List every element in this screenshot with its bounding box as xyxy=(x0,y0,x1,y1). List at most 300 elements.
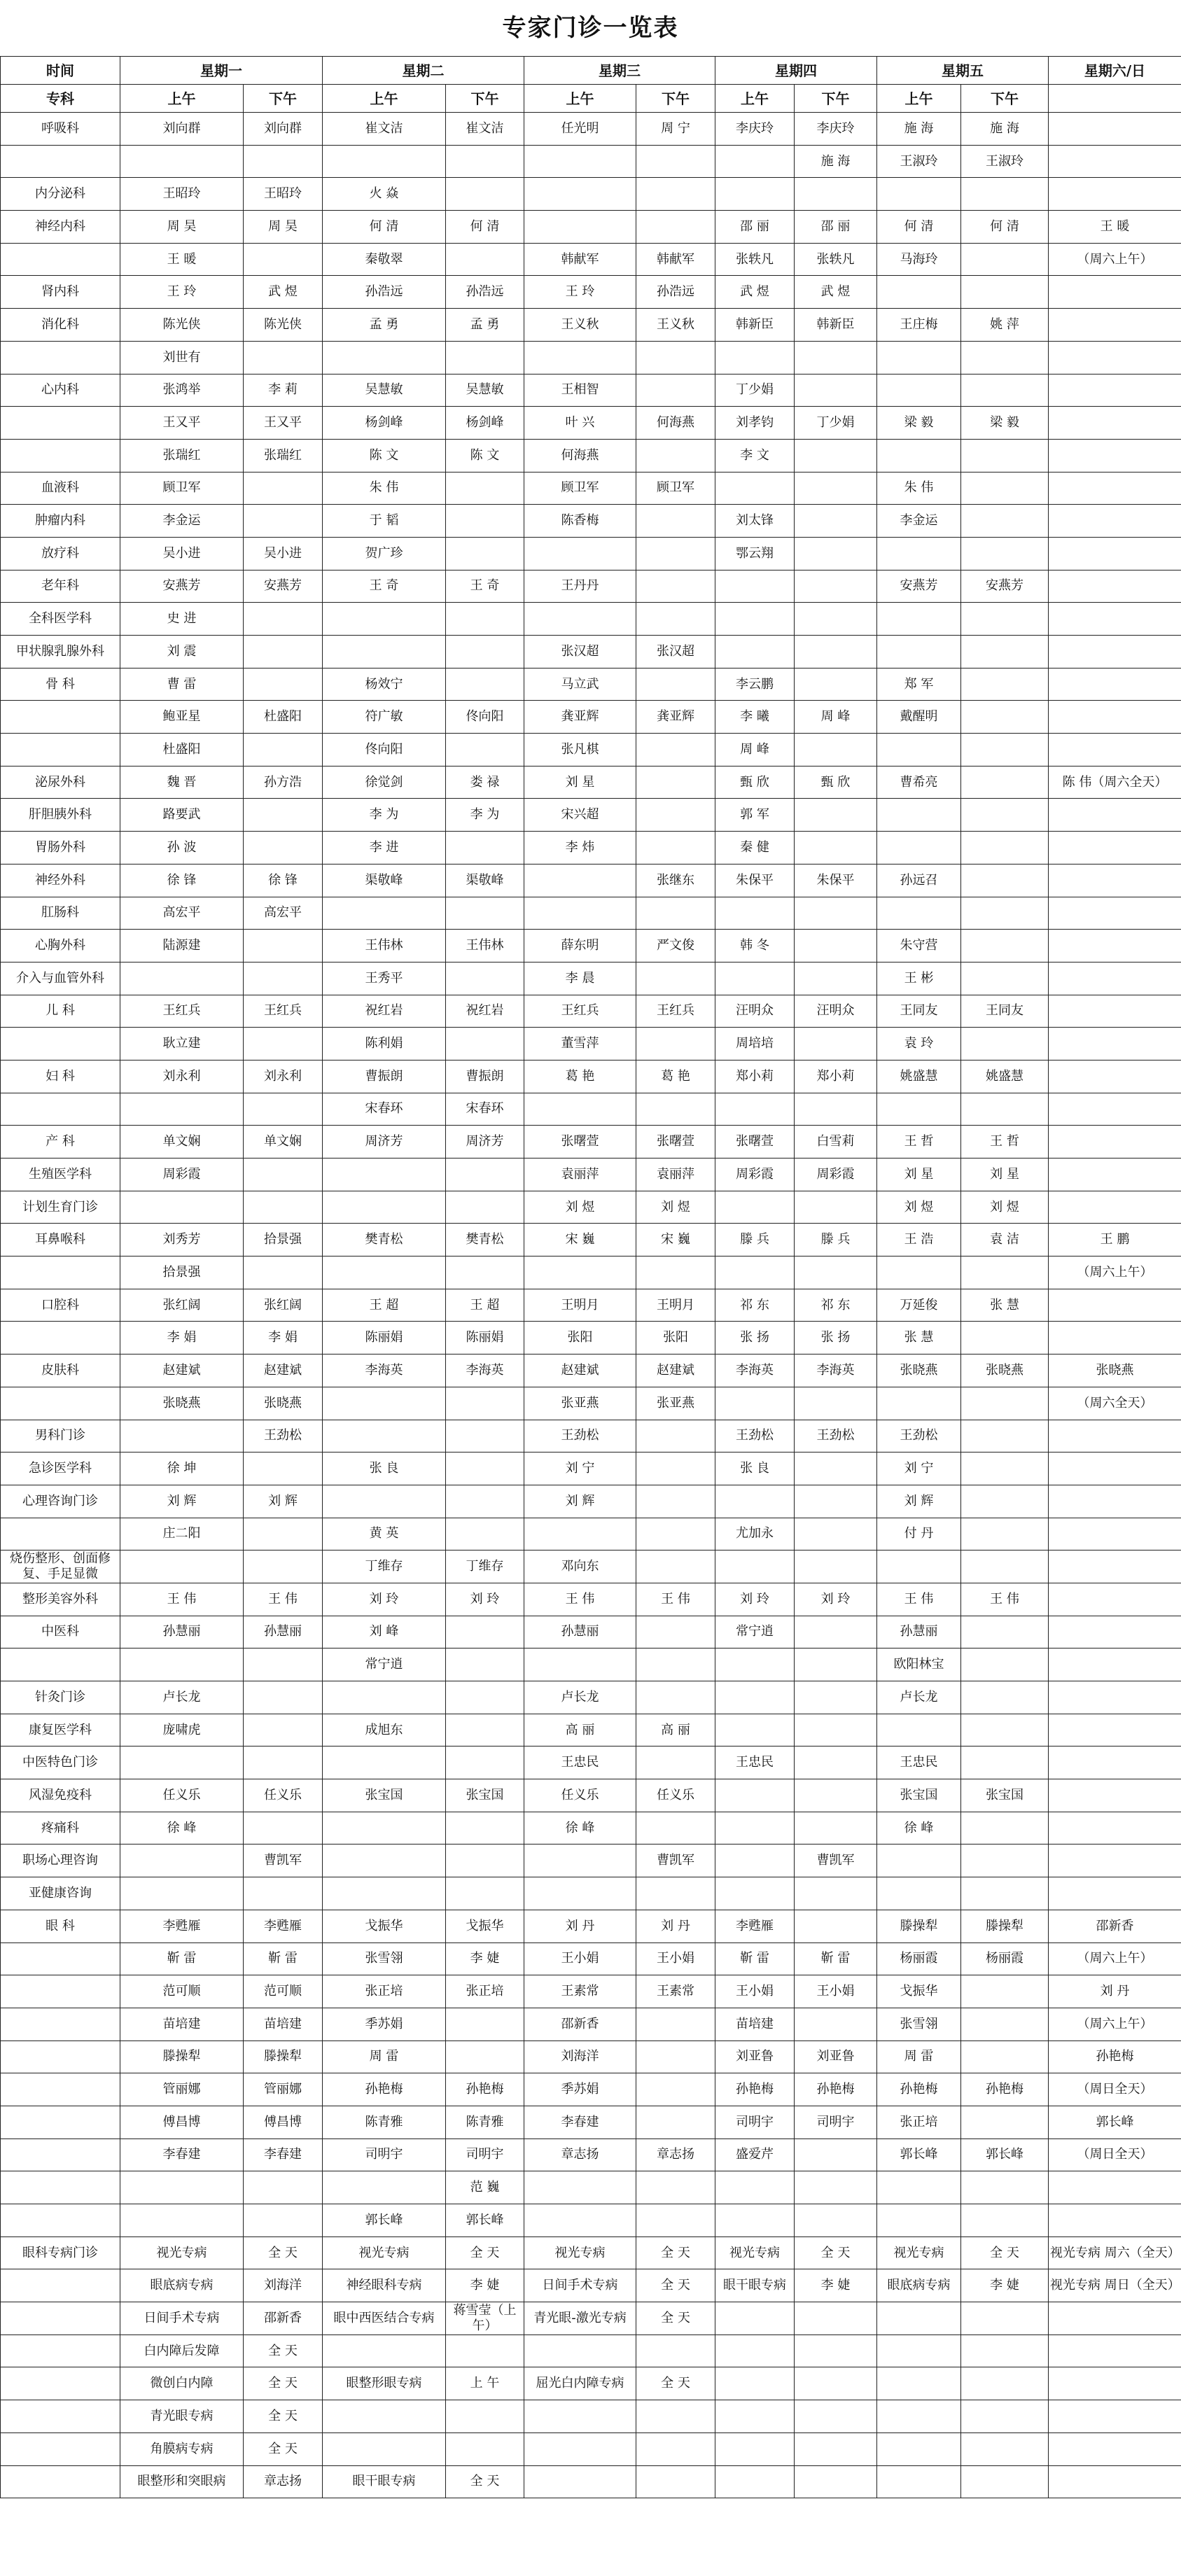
wed-am-cell: 张凡棋 xyxy=(524,734,636,766)
fri-pm-cell xyxy=(961,1093,1049,1126)
department-cell: 内分泌科 xyxy=(1,178,120,211)
thu-pm-cell xyxy=(795,2138,877,2171)
table-row xyxy=(1,2236,1181,2269)
wed-pm-cell xyxy=(636,1550,715,1583)
weekend-cell xyxy=(1049,832,1181,864)
weekend-cell xyxy=(1049,1550,1181,1583)
weekend-cell: （周六全天） xyxy=(1049,1387,1181,1420)
fri-am-cell: 张宝国 xyxy=(877,1779,961,1812)
thu-pm-cell: 甄 欣 xyxy=(795,766,877,799)
mon-pm-cell xyxy=(244,734,323,766)
fri-pm-cell xyxy=(961,2008,1049,2040)
wed-pm-cell: 刘 煜 xyxy=(636,1191,715,1224)
thu-pm-cell: 王劲松 xyxy=(795,1420,877,1452)
header-am: 上午 xyxy=(120,85,244,113)
tue-am-cell: 曹振朗 xyxy=(323,1060,446,1093)
weekend-cell: 王 暖 xyxy=(1049,211,1181,244)
wed-am-cell: 董雪萍 xyxy=(524,1028,636,1060)
schedule-body xyxy=(1,113,1181,2498)
fri-pm-cell: 郭长峰 xyxy=(961,2138,1049,2171)
tue-pm-cell xyxy=(446,2334,524,2367)
fri-am-cell: 郑 军 xyxy=(877,668,961,701)
thu-pm-cell xyxy=(795,2302,877,2335)
wed-pm-cell xyxy=(636,145,715,178)
tue-pm-cell: 刘 玲 xyxy=(446,1583,524,1616)
tue-am-cell: 佟向阳 xyxy=(323,734,446,766)
thu-am-cell: 盛爱芹 xyxy=(715,2138,795,2171)
wed-pm-cell xyxy=(636,1616,715,1648)
table-row xyxy=(1,1648,1181,1681)
weekend-cell xyxy=(1049,2334,1181,2367)
fri-pm-cell xyxy=(961,1681,1049,1714)
tue-am-cell: 眼干眼专病 xyxy=(323,2465,446,2498)
tue-am-cell: 渠敬峰 xyxy=(323,864,446,897)
thu-pm-cell xyxy=(795,1387,877,1420)
fri-am-cell xyxy=(877,178,961,211)
thu-am-cell xyxy=(715,570,795,603)
table-row xyxy=(1,374,1181,407)
tue-am-cell: 宋春环 xyxy=(323,1093,446,1126)
table-row xyxy=(1,1191,1181,1224)
weekend-cell xyxy=(1049,341,1181,374)
fri-am-cell: 张晓燕 xyxy=(877,1354,961,1387)
table-row xyxy=(1,1616,1181,1648)
fri-am-cell: 戈振华 xyxy=(877,1975,961,2008)
department-cell: 呼吸科 xyxy=(1,113,120,146)
header-day: 星期一 xyxy=(120,57,323,85)
fri-pm-cell xyxy=(961,1877,1049,1910)
thu-am-cell: 韩新臣 xyxy=(715,309,795,342)
tue-am-cell: 司明宇 xyxy=(323,2138,446,2171)
mon-pm-cell: 王红兵 xyxy=(244,995,323,1028)
mon-pm-cell: 高宏平 xyxy=(244,897,323,930)
wed-pm-cell xyxy=(636,1518,715,1550)
tue-am-cell: 李海英 xyxy=(323,1354,446,1387)
tue-pm-cell: 丁维存 xyxy=(446,1550,524,1583)
weekend-cell xyxy=(1049,570,1181,603)
fri-am-cell xyxy=(877,636,961,668)
mon-pm-cell: 孙慧丽 xyxy=(244,1616,323,1648)
tue-am-cell: 王伟林 xyxy=(323,930,446,962)
wed-pm-cell xyxy=(636,766,715,799)
mon-pm-cell xyxy=(244,505,323,538)
wed-pm-cell: 赵建斌 xyxy=(636,1354,715,1387)
thu-pm-cell xyxy=(795,570,877,603)
fri-pm-cell xyxy=(961,1420,1049,1452)
table-row xyxy=(1,276,1181,309)
mon-am-cell: 李金运 xyxy=(120,505,244,538)
fri-am-cell: 眼底病专病 xyxy=(877,2269,961,2302)
wed-pm-cell: 全 天 xyxy=(636,2236,715,2269)
department-cell: 消化科 xyxy=(1,309,120,342)
tue-am-cell xyxy=(323,603,446,636)
fri-am-cell: 滕操犁 xyxy=(877,1910,961,1942)
weekend-cell: 邵新香 xyxy=(1049,1910,1181,1942)
department-cell: 血液科 xyxy=(1,472,120,505)
mon-pm-cell xyxy=(244,2204,323,2237)
tue-am-cell: 陈利娟 xyxy=(323,1028,446,1060)
fri-pm-cell xyxy=(961,864,1049,897)
fri-pm-cell xyxy=(961,2204,1049,2237)
mon-am-cell: 张红阔 xyxy=(120,1289,244,1322)
thu-am-cell xyxy=(715,2302,795,2335)
weekend-cell: 张晓燕 xyxy=(1049,1354,1181,1387)
department-cell xyxy=(1,2073,120,2106)
fri-am-cell: 徐 峰 xyxy=(877,1812,961,1844)
fri-am-cell xyxy=(877,2204,961,2237)
table-row xyxy=(1,864,1181,897)
fri-pm-cell xyxy=(961,276,1049,309)
tue-pm-cell: 李海英 xyxy=(446,1354,524,1387)
fri-pm-cell xyxy=(961,1322,1049,1354)
table-row xyxy=(1,1485,1181,1518)
thu-pm-cell xyxy=(795,2432,877,2465)
wed-am-cell: 赵建斌 xyxy=(524,1354,636,1387)
thu-pm-cell xyxy=(795,1616,877,1648)
table-row xyxy=(1,930,1181,962)
fri-pm-cell xyxy=(961,1550,1049,1583)
thu-am-cell: 李 文 xyxy=(715,439,795,472)
mon-pm-cell xyxy=(244,1191,323,1224)
mon-pm-cell xyxy=(244,1452,323,1485)
tue-am-cell xyxy=(323,1844,446,1877)
weekend-cell xyxy=(1049,1779,1181,1812)
wed-pm-cell: 全 天 xyxy=(636,2302,715,2335)
thu-am-cell: 李云鹏 xyxy=(715,668,795,701)
table-row xyxy=(1,1779,1181,1812)
weekend-cell xyxy=(1049,309,1181,342)
department-cell: 整形美容外科 xyxy=(1,1583,120,1616)
tue-am-cell: 成旭东 xyxy=(323,1714,446,1746)
fri-pm-cell: 张宝国 xyxy=(961,1779,1049,1812)
wed-pm-cell: 全 天 xyxy=(636,2367,715,2400)
mon-pm-cell: 王劲松 xyxy=(244,1420,323,1452)
mon-pm-cell xyxy=(244,1812,323,1844)
tue-pm-cell xyxy=(446,1681,524,1714)
wed-pm-cell xyxy=(636,211,715,244)
wed-am-cell xyxy=(524,1256,636,1289)
table-row xyxy=(1,243,1181,276)
department-cell: 妇 科 xyxy=(1,1060,120,1093)
table-row xyxy=(1,1354,1181,1387)
wed-pm-cell xyxy=(636,1877,715,1910)
wed-pm-cell: 曹凯军 xyxy=(636,1844,715,1877)
table-row xyxy=(1,1289,1181,1322)
tue-am-cell: 李 为 xyxy=(323,799,446,832)
fri-am-cell: 卢长龙 xyxy=(877,1681,961,1714)
thu-am-cell xyxy=(715,636,795,668)
tue-pm-cell: 张宝国 xyxy=(446,1779,524,1812)
table-row xyxy=(1,145,1181,178)
thu-pm-cell xyxy=(795,1877,877,1910)
thu-am-cell xyxy=(715,962,795,995)
header-specialty: 专科 xyxy=(1,85,120,113)
fri-pm-cell: 张晓燕 xyxy=(961,1354,1049,1387)
wed-am-cell: 张阳 xyxy=(524,1322,636,1354)
tue-am-cell: 杨剑峰 xyxy=(323,407,446,440)
department-cell: 神经外科 xyxy=(1,864,120,897)
thu-am-cell xyxy=(715,603,795,636)
fri-pm-cell xyxy=(961,1746,1049,1779)
mon-am-cell xyxy=(120,1877,244,1910)
mon-am-cell: 张鸿举 xyxy=(120,374,244,407)
tue-pm-cell: 佟向阳 xyxy=(446,701,524,734)
tue-am-cell: 火 焱 xyxy=(323,178,446,211)
mon-pm-cell: 武 煜 xyxy=(244,276,323,309)
mon-pm-cell xyxy=(244,145,323,178)
mon-am-cell: 史 进 xyxy=(120,603,244,636)
fri-am-cell: 王庄梅 xyxy=(877,309,961,342)
thu-pm-cell xyxy=(795,1452,877,1485)
fri-pm-cell: 全 天 xyxy=(961,2236,1049,2269)
thu-pm-cell: 武 煜 xyxy=(795,276,877,309)
tue-am-cell: 张 良 xyxy=(323,1452,446,1485)
mon-pm-cell xyxy=(244,1518,323,1550)
thu-pm-cell xyxy=(795,1256,877,1289)
mon-am-cell: 刘世有 xyxy=(120,341,244,374)
wed-am-cell xyxy=(524,864,636,897)
header-weekend xyxy=(1049,85,1181,113)
mon-am-cell: 王 伟 xyxy=(120,1583,244,1616)
weekend-cell xyxy=(1049,1812,1181,1844)
department-cell xyxy=(1,2040,120,2073)
fri-am-cell: 何 清 xyxy=(877,211,961,244)
fri-am-cell: 梁 毅 xyxy=(877,407,961,440)
fri-am-cell: 郭长峰 xyxy=(877,2138,961,2171)
tue-pm-cell xyxy=(446,1812,524,1844)
thu-pm-cell xyxy=(795,930,877,962)
wed-am-cell: 屈光白内障专病 xyxy=(524,2367,636,2400)
thu-am-cell: 张轶凡 xyxy=(715,243,795,276)
weekend-cell: 孙艳梅 xyxy=(1049,2040,1181,2073)
weekend-cell xyxy=(1049,2432,1181,2465)
wed-am-cell xyxy=(524,1844,636,1877)
department-cell: 肾内科 xyxy=(1,276,120,309)
mon-pm-cell: 张晓燕 xyxy=(244,1387,323,1420)
wed-am-cell: 陈香梅 xyxy=(524,505,636,538)
mon-pm-cell: 刘永利 xyxy=(244,1060,323,1093)
tue-am-cell: 孙艳梅 xyxy=(323,2073,446,2106)
thu-am-cell: 李庆玲 xyxy=(715,113,795,146)
mon-am-cell: 青光眼专病 xyxy=(120,2400,244,2433)
fri-am-cell: 刘 辉 xyxy=(877,1485,961,1518)
wed-am-cell xyxy=(524,2400,636,2433)
mon-pm-cell xyxy=(244,243,323,276)
thu-am-cell xyxy=(715,1191,795,1224)
wed-pm-cell: 全 天 xyxy=(636,2269,715,2302)
mon-am-cell xyxy=(120,1844,244,1877)
mon-pm-cell xyxy=(244,636,323,668)
tue-pm-cell: 渠敬峰 xyxy=(446,864,524,897)
mon-am-cell: 范可顺 xyxy=(120,1975,244,2008)
tue-pm-cell xyxy=(446,897,524,930)
mon-am-cell xyxy=(120,145,244,178)
tue-am-cell: 神经眼科专病 xyxy=(323,2269,446,2302)
tue-am-cell: 吴慧敏 xyxy=(323,374,446,407)
wed-am-cell: 李春建 xyxy=(524,2106,636,2138)
tue-am-cell: 刘 峰 xyxy=(323,1616,446,1648)
tue-am-cell xyxy=(323,636,446,668)
fri-am-cell: 孙艳梅 xyxy=(877,2073,961,2106)
mon-pm-cell: 周 昊 xyxy=(244,211,323,244)
fri-am-cell: 安燕芳 xyxy=(877,570,961,603)
tue-am-cell: 视光专病 xyxy=(323,2236,446,2269)
tue-pm-cell: 樊青松 xyxy=(446,1224,524,1256)
department-cell xyxy=(1,2302,120,2335)
wed-am-cell: 李 炜 xyxy=(524,832,636,864)
mon-am-cell: 陆源建 xyxy=(120,930,244,962)
mon-pm-cell: 张红阔 xyxy=(244,1289,323,1322)
wed-pm-cell xyxy=(636,570,715,603)
weekend-cell: （周六上午） xyxy=(1049,2008,1181,2040)
table-row xyxy=(1,2334,1181,2367)
department-cell xyxy=(1,1648,120,1681)
thu-pm-cell xyxy=(795,1485,877,1518)
department-cell: 甲状腺乳腺外科 xyxy=(1,636,120,668)
mon-am-cell: 刘秀芳 xyxy=(120,1224,244,1256)
wed-pm-cell: 张汉超 xyxy=(636,636,715,668)
department-cell: 职场心理咨询 xyxy=(1,1844,120,1877)
thu-pm-cell xyxy=(795,603,877,636)
wed-am-cell: 章志扬 xyxy=(524,2138,636,2171)
table-row xyxy=(1,537,1181,570)
fri-am-cell: 刘 星 xyxy=(877,1158,961,1191)
header-am: 上午 xyxy=(524,85,636,113)
tue-am-cell: 戈振华 xyxy=(323,1910,446,1942)
fri-pm-cell xyxy=(961,962,1049,995)
department-cell xyxy=(1,2106,120,2138)
mon-am-cell: 滕操犁 xyxy=(120,2040,244,2073)
table-row xyxy=(1,341,1181,374)
mon-am-cell: 张晓燕 xyxy=(120,1387,244,1420)
thu-am-cell xyxy=(715,1093,795,1126)
mon-am-cell: 徐 锋 xyxy=(120,864,244,897)
thu-pm-cell: 邵 丽 xyxy=(795,211,877,244)
department-cell: 风湿免疫科 xyxy=(1,1779,120,1812)
mon-am-cell: 杜盛阳 xyxy=(120,734,244,766)
department-cell xyxy=(1,2334,120,2367)
tue-pm-cell: 全 天 xyxy=(446,2465,524,2498)
thu-pm-cell xyxy=(795,2400,877,2433)
mon-am-cell: 王又平 xyxy=(120,407,244,440)
fri-am-cell: 视光专病 xyxy=(877,2236,961,2269)
tue-am-cell: 张雪翎 xyxy=(323,1942,446,1975)
tue-am-cell: 王 奇 xyxy=(323,570,446,603)
tue-pm-cell xyxy=(446,1485,524,1518)
tue-am-cell: 朱 伟 xyxy=(323,472,446,505)
thu-pm-cell: 祁 东 xyxy=(795,1289,877,1322)
weekend-cell xyxy=(1049,864,1181,897)
tue-am-cell: 杨效宁 xyxy=(323,668,446,701)
department-cell: 骨 科 xyxy=(1,668,120,701)
department-cell: 产 科 xyxy=(1,1126,120,1158)
tue-am-cell xyxy=(323,1256,446,1289)
fri-pm-cell xyxy=(961,1256,1049,1289)
thu-am-cell: 张 良 xyxy=(715,1452,795,1485)
wed-am-cell: 高 丽 xyxy=(524,1714,636,1746)
tue-pm-cell xyxy=(446,145,524,178)
fri-am-cell: 姚盛慧 xyxy=(877,1060,961,1093)
table-row xyxy=(1,2204,1181,2237)
wed-pm-cell xyxy=(636,178,715,211)
thu-pm-cell xyxy=(795,799,877,832)
tue-am-cell xyxy=(323,2334,446,2367)
mon-pm-cell xyxy=(244,603,323,636)
fri-pm-cell xyxy=(961,766,1049,799)
weekend-cell xyxy=(1049,2171,1181,2204)
thu-pm-cell xyxy=(795,537,877,570)
thu-am-cell xyxy=(715,1485,795,1518)
department-cell xyxy=(1,1322,120,1354)
mon-pm-cell: 全 天 xyxy=(244,2432,323,2465)
wed-pm-cell: 韩献军 xyxy=(636,243,715,276)
fri-am-cell xyxy=(877,439,961,472)
wed-pm-cell xyxy=(636,1420,715,1452)
tue-am-cell: 周济芳 xyxy=(323,1126,446,1158)
wed-am-cell: 王相智 xyxy=(524,374,636,407)
wed-pm-cell xyxy=(636,1812,715,1844)
header-time: 时间 xyxy=(1,57,120,85)
department-cell xyxy=(1,1975,120,2008)
wed-am-cell xyxy=(524,145,636,178)
weekend-cell xyxy=(1049,2400,1181,2433)
table-row xyxy=(1,1681,1181,1714)
wed-am-cell: 王小娟 xyxy=(524,1942,636,1975)
thu-pm-cell: 王小娟 xyxy=(795,1975,877,2008)
tue-am-cell xyxy=(323,1191,446,1224)
mon-am-cell: 刘永利 xyxy=(120,1060,244,1093)
mon-pm-cell: 刘向群 xyxy=(244,113,323,146)
wed-pm-cell xyxy=(636,2465,715,2498)
mon-pm-cell xyxy=(244,832,323,864)
department-cell xyxy=(1,1518,120,1550)
department-cell: 老年科 xyxy=(1,570,120,603)
tue-am-cell: 常宁逍 xyxy=(323,1648,446,1681)
thu-am-cell: 李甦雁 xyxy=(715,1910,795,1942)
mon-pm-cell: 全 天 xyxy=(244,2367,323,2400)
mon-am-cell: 徐 峰 xyxy=(120,1812,244,1844)
tue-am-cell: 李 进 xyxy=(323,832,446,864)
wed-am-cell: 王劲松 xyxy=(524,1420,636,1452)
thu-pm-cell xyxy=(795,962,877,995)
tue-pm-cell xyxy=(446,832,524,864)
mon-am-cell: 拾景强 xyxy=(120,1256,244,1289)
wed-pm-cell xyxy=(636,734,715,766)
wed-pm-cell xyxy=(636,2008,715,2040)
thu-am-cell xyxy=(715,1844,795,1877)
mon-am-cell: 陈光侠 xyxy=(120,309,244,342)
wed-pm-cell xyxy=(636,1485,715,1518)
tue-pm-cell: 陈青雅 xyxy=(446,2106,524,2138)
mon-pm-cell xyxy=(244,799,323,832)
wed-pm-cell: 袁丽萍 xyxy=(636,1158,715,1191)
fri-pm-cell xyxy=(961,668,1049,701)
department-cell xyxy=(1,2465,120,2498)
wed-pm-cell: 王素常 xyxy=(636,1975,715,2008)
wed-am-cell xyxy=(524,1648,636,1681)
mon-am-cell: 周彩霞 xyxy=(120,1158,244,1191)
wed-pm-cell xyxy=(636,2171,715,2204)
department-cell xyxy=(1,2008,120,2040)
thu-am-cell xyxy=(715,1877,795,1910)
fri-am-cell xyxy=(877,799,961,832)
wed-pm-cell xyxy=(636,341,715,374)
department-cell: 全科医学科 xyxy=(1,603,120,636)
department-cell: 烧伤整形、创面修复、手足显微 xyxy=(1,1550,120,1583)
wed-am-cell xyxy=(524,178,636,211)
wed-pm-cell xyxy=(636,897,715,930)
weekend-cell xyxy=(1049,1746,1181,1779)
